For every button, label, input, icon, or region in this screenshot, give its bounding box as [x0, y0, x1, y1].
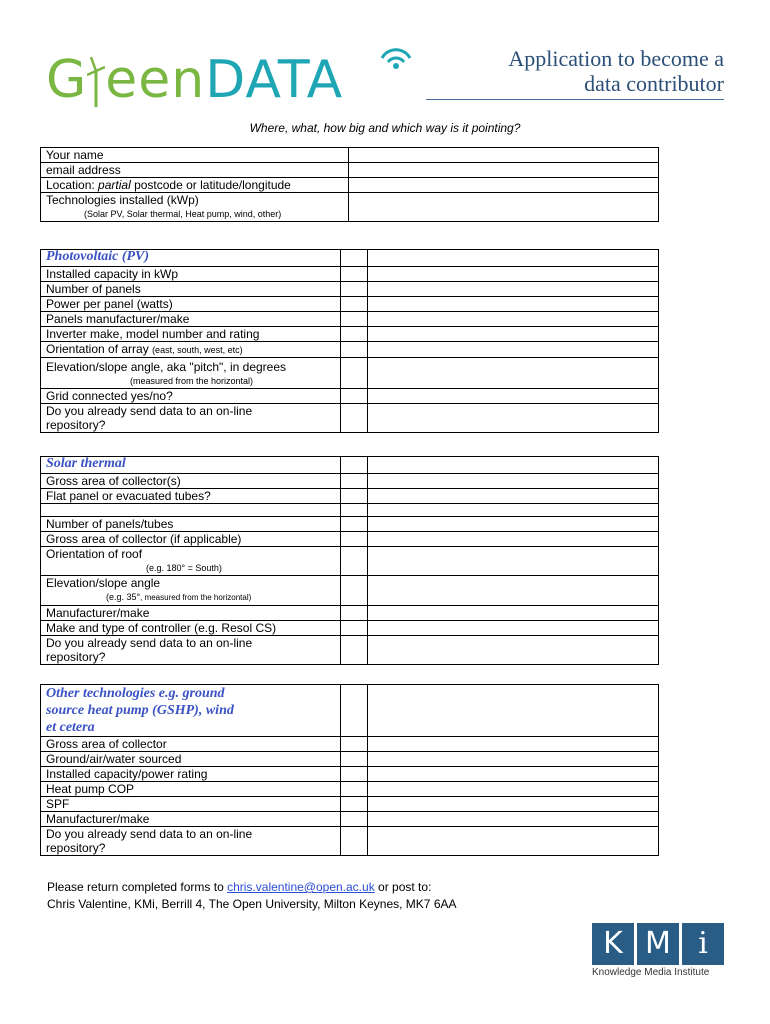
- thermal-input-blank[interactable]: [367, 504, 658, 517]
- thermal-elevation-note-a: (e.g. 35°: [106, 592, 141, 602]
- pv-mid-cell: [340, 327, 367, 342]
- pv-repository-line2: repository?: [46, 418, 106, 432]
- logo-een: een: [105, 50, 206, 110]
- thermal-input-panels[interactable]: [367, 517, 658, 532]
- other-row-manufacturer: Manufacturer/make: [41, 812, 341, 827]
- thermal-orientation-note: (e.g. 180° = South): [146, 563, 222, 573]
- pv-table: [40, 249, 659, 433]
- thermal-mid-cell: [340, 606, 367, 621]
- label-location: [41, 178, 349, 193]
- pv-row-orientation: [41, 342, 341, 358]
- email-link[interactable]: chris.valentine@open.ac.uk: [227, 880, 375, 894]
- pv-input-manufacturer[interactable]: [367, 312, 658, 327]
- thermal-row-gross: Gross area of collector (if applicable): [41, 532, 341, 547]
- thermal-row-panels: Number of panels/tubes: [41, 517, 341, 532]
- thermal-repository-line1: Do you already send data to an on-line: [46, 636, 253, 650]
- pv-mid-cell: [340, 282, 367, 297]
- kmi-logo-i: i: [682, 923, 724, 965]
- input-location[interactable]: [348, 178, 658, 193]
- label-email: email address: [41, 163, 349, 178]
- footer-line1-pre: Please return completed forms to: [47, 880, 228, 894]
- pv-input-power[interactable]: [367, 297, 658, 312]
- thermal-elevation-note: [46, 590, 340, 605]
- pv-mid-cell: [340, 312, 367, 327]
- footer-line-2: Chris Valentine, KMi, Berrill 4, The Open University, Milton Keynes, MK7 6AA: [47, 897, 457, 911]
- thermal-mid-cell: [340, 457, 367, 474]
- location-text-em: partial: [98, 178, 131, 192]
- thermal-row-type: Flat panel or evacuated tubes?: [41, 489, 341, 504]
- footer-line-1: [47, 879, 457, 896]
- other-mid-cell: [340, 767, 367, 782]
- input-email[interactable]: [348, 163, 658, 178]
- thermal-row-blank: [41, 504, 341, 517]
- pv-input-capacity[interactable]: [367, 267, 658, 282]
- other-input-manufacturer[interactable]: [367, 812, 658, 827]
- other-mid-cell: [340, 812, 367, 827]
- thermal-mid-cell: [340, 636, 367, 665]
- thermal-elevation-text: Elevation/slope angle: [46, 576, 161, 590]
- thermal-table: [40, 456, 659, 665]
- pv-row-power: Power per panel (watts): [41, 297, 341, 312]
- thermal-orientation-text: Orientation of roof: [46, 547, 143, 561]
- other-row-source: Ground/air/water sourced: [41, 752, 341, 767]
- logo-data: DATA: [205, 50, 344, 110]
- greendata-logo: [46, 48, 426, 112]
- thermal-mid-cell: [340, 532, 367, 547]
- other-mid-cell: [340, 737, 367, 752]
- pv-section-title: Photovoltaic (PV): [41, 250, 341, 267]
- thermal-input-repository[interactable]: [367, 636, 658, 665]
- wifi-signal-icon: [378, 44, 414, 70]
- thermal-mid-cell: [340, 517, 367, 532]
- pv-row-elevation: [41, 358, 341, 389]
- other-title-line1: Other technologies e.g. ground: [46, 686, 225, 701]
- kmi-caption: Knowledge Media Institute: [592, 967, 710, 978]
- footer-line1-post: or post to:: [374, 880, 432, 894]
- other-mid-cell: [340, 782, 367, 797]
- other-title-line3: et cetera: [46, 720, 95, 735]
- label-technologies: [41, 193, 349, 222]
- footer-instructions: [47, 879, 457, 913]
- title-line-1: Application to become a: [508, 46, 724, 71]
- other-row-repository: [41, 827, 341, 856]
- other-title-input[interactable]: [367, 685, 658, 737]
- logo-g: G: [46, 50, 88, 110]
- pv-mid-cell: [340, 358, 367, 389]
- thermal-row-area: Gross area of collector(s): [41, 474, 341, 489]
- other-input-area[interactable]: [367, 737, 658, 752]
- kmi-logo-m: M: [637, 923, 679, 965]
- thermal-mid-cell: [340, 621, 367, 636]
- other-title-line2: source heat pump (GSHP), wind: [46, 703, 234, 718]
- pv-mid-cell: [340, 267, 367, 282]
- contact-table: [40, 147, 659, 222]
- location-text-b: postcode or latitude/longitude: [130, 178, 291, 192]
- pv-title-input[interactable]: [367, 250, 658, 267]
- thermal-repository-line2: repository?: [46, 650, 106, 664]
- other-mid-cell: [340, 752, 367, 767]
- pv-repository-line1: Do you already send data to an on-line: [46, 404, 253, 418]
- other-mid-cell: [340, 797, 367, 812]
- thermal-mid-cell: [340, 474, 367, 489]
- thermal-mid-cell: [340, 489, 367, 504]
- pv-input-inverter[interactable]: [367, 327, 658, 342]
- other-input-source[interactable]: [367, 752, 658, 767]
- thermal-input-elevation[interactable]: [367, 576, 658, 606]
- thermal-input-area[interactable]: [367, 474, 658, 489]
- pv-row-repository: [41, 404, 341, 433]
- other-row-area: Gross area of collector: [41, 737, 341, 752]
- thermal-row-orientation: [41, 547, 341, 576]
- thermal-title-input[interactable]: [367, 457, 658, 474]
- thermal-mid-cell: [340, 576, 367, 606]
- pv-row-capacity: Installed capacity in kWp: [41, 267, 341, 282]
- thermal-input-manufacturer[interactable]: [367, 606, 658, 621]
- other-repository-line2: repository?: [46, 841, 106, 855]
- other-row-spf: SPF: [41, 797, 341, 812]
- pv-mid-cell: [340, 389, 367, 404]
- pv-mid-cell: [340, 342, 367, 358]
- kmi-logo-k: K: [592, 923, 634, 965]
- page-title: [508, 46, 724, 96]
- input-your-name[interactable]: [348, 148, 658, 163]
- thermal-input-type[interactable]: [367, 489, 658, 504]
- subtitle: Where, what, how big and which way is it pointing?: [249, 121, 521, 135]
- thermal-row-manufacturer: Manufacturer/make: [41, 606, 341, 621]
- thermal-elevation-note-b: , measured from the horizontal): [140, 593, 252, 602]
- thermal-mid-cell: [340, 547, 367, 576]
- technologies-note: (Solar PV, Solar thermal, Heat pump, wind, other): [84, 209, 282, 219]
- pv-row-inverter: Inverter make, model number and rating: [41, 327, 341, 342]
- other-mid-cell: [340, 827, 367, 856]
- label-your-name: Your name: [41, 148, 349, 163]
- pv-input-grid[interactable]: [367, 389, 658, 404]
- kmi-logo: [592, 923, 724, 981]
- other-row-capacity: Installed capacity/power rating: [41, 767, 341, 782]
- pv-mid-cell: [340, 297, 367, 312]
- pv-input-elevation[interactable]: [367, 358, 658, 389]
- other-input-repository[interactable]: [367, 827, 658, 856]
- thermal-input-controller[interactable]: [367, 621, 658, 636]
- technologies-text: Technologies installed (kWp): [46, 193, 199, 207]
- other-section-title: [41, 685, 341, 737]
- other-mid-cell: [340, 685, 367, 737]
- other-row-cop: Heat pump COP: [41, 782, 341, 797]
- thermal-input-orientation[interactable]: [367, 547, 658, 576]
- pv-input-panels[interactable]: [367, 282, 658, 297]
- pv-input-repository[interactable]: [367, 404, 658, 433]
- thermal-row-elevation: [41, 576, 341, 606]
- other-input-capacity[interactable]: [367, 767, 658, 782]
- pv-orientation-text: Orientation of array: [46, 342, 153, 356]
- pv-elevation-note: (measured from the horizontal): [130, 376, 254, 386]
- thermal-row-repository: [41, 636, 341, 665]
- pv-row-grid: Grid connected yes/no?: [41, 389, 341, 404]
- pv-input-orientation[interactable]: [367, 342, 658, 358]
- thermal-input-gross[interactable]: [367, 532, 658, 547]
- title-underline: [426, 99, 724, 100]
- pv-row-panels: Number of panels: [41, 282, 341, 297]
- other-input-cop[interactable]: [367, 782, 658, 797]
- other-table: [40, 684, 659, 856]
- thermal-section-title: Solar thermal: [41, 457, 341, 474]
- location-text-a: Location:: [46, 178, 99, 192]
- thermal-mid-cell: [340, 504, 367, 517]
- input-technologies[interactable]: [348, 193, 658, 222]
- title-line-2: data contributor: [584, 71, 724, 96]
- thermal-row-controller: Make and type of controller (e.g. Resol CS): [41, 621, 341, 636]
- pv-mid-cell: [340, 404, 367, 433]
- pv-elevation-text: Elevation/slope angle, aka "pitch", in degrees: [46, 360, 287, 374]
- other-repository-line1: Do you already send data to an on-line: [46, 827, 253, 841]
- other-input-spf[interactable]: [367, 797, 658, 812]
- pv-row-manufacturer: Panels manufacturer/make: [41, 312, 341, 327]
- pv-orientation-note: (east, south, west, etc): [152, 345, 243, 355]
- pv-mid-cell: [340, 250, 367, 267]
